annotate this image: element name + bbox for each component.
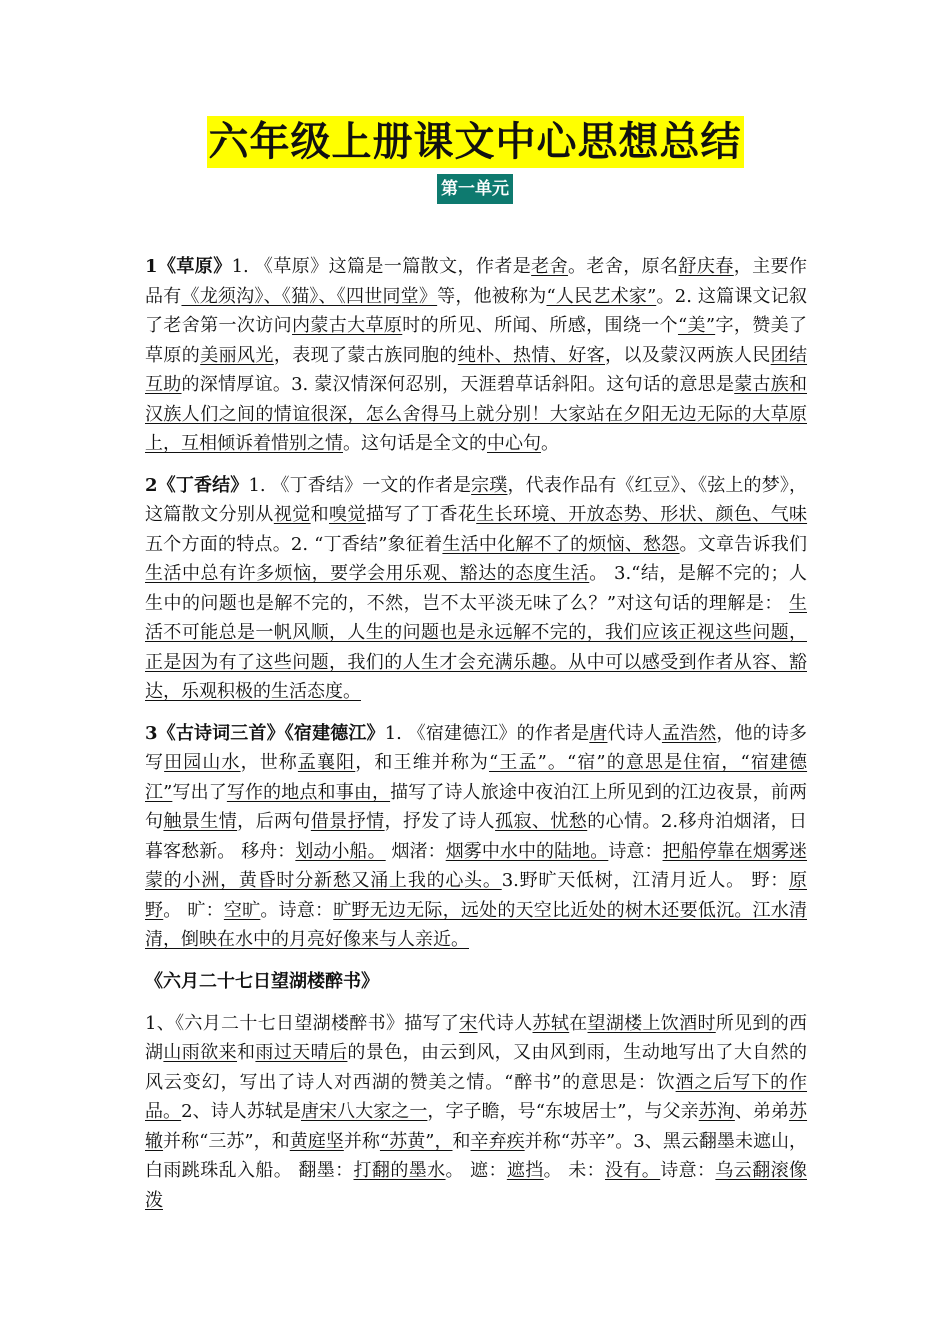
underlined-answer: 宋 (459, 1012, 478, 1034)
underlined-answer: 遮挡 (506, 1160, 544, 1181)
underlined-answer: 黄庭坚 (289, 1130, 344, 1152)
underlined-answer: 划动小船。 (295, 840, 386, 862)
text-run: 的景色，由云到风，又由风到雨，生动地写出了大自然的风云变幻，写出了诗人对西湖的赞美之情。“醉书”的意思是：饮 (145, 1042, 808, 1093)
underlined-answer: 借景抒情 (310, 811, 385, 832)
underlined-answer: 孟浩然 (661, 722, 717, 744)
text-run: 等，他被称为 (437, 285, 547, 307)
text-run: 和 (237, 1042, 256, 1063)
underlined-answer: 生活中化解不了的烦恼、愁怨 (442, 533, 680, 555)
underlined-answer: 唐宋八大家之一 (300, 1101, 428, 1122)
unit-heading: 第一单元 (437, 174, 513, 204)
underlined-answer: 生活不可能总是一帆风顺，人生的问题也是永远解不完的，我们应该正视这些问题，正是因为有了这些问题，我们的人生才会充满乐趣。从中可以感受到作者从容、豁达，乐观积极的生活态度。 (145, 592, 807, 702)
underlined-answer: 旷野无边无际，远处的天空比近处的树木还要低沉。江水清清，倒映在水中的月亮好像来与人亲近。 (145, 899, 808, 950)
text-run: 描写了诗人旅途中夜泊江上所见到的江边夜景，前两句 (145, 781, 808, 832)
page-title: 六年级上册课文中心思想总结 (207, 116, 744, 168)
underlined-answer: 视觉 (273, 504, 311, 525)
text-run: 。 旷： (163, 899, 224, 921)
text-run: ，字子瞻，号“东坡居士”，与父亲 (427, 1101, 699, 1122)
underlined-answer: “人民艺术家” (546, 285, 657, 307)
underlined-answer: 蒙古族和汉族人们之间的情谊很深，怎么舍得马上就分别！大家站在夕阳无边无际的大草原上，互相倾诉着惜别之情 (145, 374, 807, 454)
text-run: 和 (310, 504, 330, 525)
underlined-answer: 苏辙 (145, 1101, 808, 1152)
text-run: 。 3.“结，是解不完的；人生中的问题也是解不完的，不然，岂不太平淡无味了么？”对这句话的理解是： (145, 563, 807, 614)
text-run: 和 (452, 1130, 471, 1152)
underlined-answer: 山雨欲来 (163, 1042, 238, 1063)
text-run: 代诗人 (607, 722, 662, 744)
text-run: ，抒发了诗人 (384, 811, 496, 832)
underlined-answer: 望湖楼上饮酒时 (587, 1012, 716, 1034)
document-body (145, 252, 807, 1227)
text-run: 诗意： (608, 840, 663, 862)
underlined-answer: 苏轼 (532, 1012, 570, 1034)
underlined-answer: 生活中总有许多烦恼，要学会用乐观、豁达的态度生活 (145, 563, 590, 584)
underlined-answer: 孟襄阳 (297, 752, 356, 773)
underlined-answer: 内蒙古大草原 (292, 315, 403, 336)
underlined-answer: 烟雾中水中的陆地。 (445, 840, 609, 862)
underlined-answer: 嗅觉 (329, 504, 366, 525)
underlined-answer: 孤寂、忧愁 (495, 811, 588, 832)
underlined-answer: 苏洵 (698, 1101, 735, 1122)
text-run: 。 (541, 433, 559, 454)
underlined-answer: 辛弃疾 (470, 1130, 525, 1152)
underlined-answer: 雨过天晴后 (255, 1042, 348, 1063)
text-run: 所见到的西湖 (145, 1012, 808, 1063)
underlined-answer: “美” (677, 315, 716, 336)
text-run: 写出了 (172, 781, 227, 803)
paragraph-sujiandejiang (145, 719, 807, 955)
underlined-answer: “王孟”。“宿”的意思是住宿，“宿建德江” (145, 752, 808, 803)
text-run: ，以及蒙汉两族人民 (605, 344, 771, 366)
underlined-answer: 宗璞 (471, 474, 508, 496)
text-run: 。2. 这篇课文记叙了老舍第一次访问 (145, 285, 808, 336)
underlined-answer: 唐 (589, 722, 608, 744)
underlined-answer: “苏黄”， (379, 1130, 453, 1152)
paragraph-dingxiangjie (145, 471, 807, 707)
text-run: 的深情厚谊。3. 蒙汉情深何忍别，天涯碧草话斜阳。这句话的意思是 (181, 374, 735, 395)
text-run: 字，赞美了草原的 (145, 315, 808, 366)
underlined-answer: 打翻的墨水 (353, 1160, 446, 1181)
underlined-answer: 中心句 (487, 433, 541, 454)
text-run: ，和王维并称为 (355, 752, 490, 773)
text-run: 。这句话是全文的 (343, 433, 487, 454)
paragraph-wanghulou (145, 1009, 807, 1216)
underlined-answer: 触景生情 (163, 811, 238, 832)
text-run: ，表现了蒙古族同胞的 (273, 344, 458, 366)
text-run: 。老舍，原名 (568, 256, 679, 277)
lesson-title: 2《丁香结》 (145, 474, 249, 496)
text-run: 。文章告诉我们 (679, 533, 807, 555)
text-run: 1. 《丁香结》一文的作者是 (248, 474, 472, 496)
paragraph-caoyuan (145, 252, 807, 459)
underlined-answer: 空旷 (223, 899, 261, 921)
text-run: 1、《六月二十七日望湖楼醉书》描写了 (145, 1012, 460, 1034)
text-run: 时的所见、所闻、所感，围绕一个 (402, 315, 678, 336)
lesson-title: 1《草原》 (145, 256, 232, 277)
text-run: ，世称 (240, 752, 298, 773)
text-run: 的心情。2.移舟泊烟渚，日暮客愁新。 移舟： (145, 811, 808, 862)
underlined-answer: 酒之后写下的作品。 (145, 1071, 808, 1122)
text-run: 。 遮： (445, 1160, 507, 1181)
underlined-answer: 舒庆春 (678, 256, 734, 277)
text-run: 2、诗人苏轼是 (181, 1101, 301, 1122)
text-run: 描写了丁香花 (365, 504, 477, 525)
text-run: 代诗人 (477, 1012, 533, 1034)
text-run: 诗意： (660, 1160, 716, 1181)
text-run: ，他的诗多写 (145, 722, 808, 773)
lesson-title: 3《古诗词三首》《宿建德江》 (145, 722, 385, 744)
underlined-answer: 团结互助 (145, 344, 808, 395)
text-run: 。诗意： (260, 899, 334, 921)
underlined-answer: 把船停靠在烟雾迷蒙的小洲，黄昏时分新愁又涌上我的心头。 (145, 840, 808, 891)
underlined-answer: 美丽风光 (200, 344, 274, 366)
underlined-answer: 生长环境、开放态势、形状、颜色、气味 (476, 504, 808, 525)
underlined-answer: 原野 (145, 870, 807, 921)
text-run: ，主要作品有 (145, 256, 808, 307)
underlined-answer: 写作的地点和事由， (226, 781, 391, 803)
text-run: 在 (569, 1012, 588, 1034)
section-heading-wanghulou: 《六月二十七日望湖楼醉书》 (145, 970, 379, 992)
text-run: 1. 《宿建德江》的作者是 (384, 722, 590, 744)
underlined-answer: 《龙须沟》、《猫》、《四世同堂》 (181, 285, 438, 307)
text-run: 。 未： (543, 1160, 605, 1181)
text-run: 并称“三苏”，和 (163, 1130, 290, 1152)
text-run: 五个方面的特点。2. “丁香结”象征着 (145, 533, 443, 555)
text-run: ，代表作品有《红豆》、《弦上的梦》，这篇散文分别从 (145, 474, 808, 525)
text-run: 并称 (343, 1130, 380, 1152)
text-run: 烟渚： (385, 840, 446, 862)
underlined-answer: 老舍 (531, 256, 569, 277)
text-run: 并称“苏辛”。3、黑云翻墨未遮山，白雨跳珠乱入船。 翻墨： (145, 1130, 808, 1181)
text-run: ，后两句 (237, 811, 311, 832)
text-run: 3.野旷天低树，江清月近人。 野： (501, 870, 789, 891)
text-run: 1. 《草原》这篇是一篇散文，作者是 (231, 256, 532, 277)
underlined-answer: 乌云翻滚像泼 (145, 1160, 808, 1211)
underlined-answer: 田园山水 (164, 752, 241, 773)
underlined-answer: 纯朴、热情、好客 (457, 344, 606, 366)
text-run: 、弟弟 (734, 1101, 790, 1122)
underlined-answer: 没有。 (605, 1160, 661, 1181)
